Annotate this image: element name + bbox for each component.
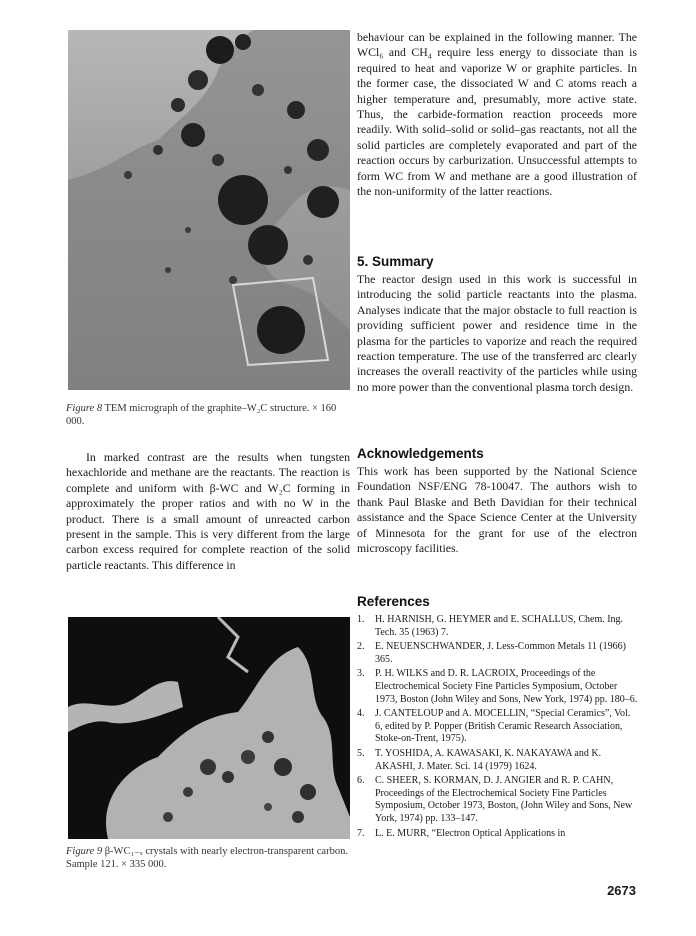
body-paragraph-left: In marked contrast are the results when tungsten hexachloride and methane are the reactants. The reaction is complete and uniform with β-WC and W₂C forming in approximately the proper ratios and with no W in the product. There is a small amount of unreacted carbon present in the sample. This is very different from the large carbon excess required for complete reaction of the solid particle reactants. This difference in [66,450,350,572]
figure-9-caption [66,845,350,871]
acknowledgements-heading: Acknowledgements [357,446,484,461]
references-list [357,614,639,842]
reference-item [357,668,639,706]
reference-text: E. NEUENSCHWANDER, J. Less-Common Metals 11 (1966) 365. [375,641,627,665]
acknowledgements-text: This work has been supported by the National Science Foundation NSF/ENG 78-10047. The authors wish to thank Paul Blaske and Beth Davidian for their technical assistance and the Space Science Center at the University of Minnesota for the grant for use of the electron microscopy facilities. [357,464,637,556]
reference-text: P. H. WILKS and D. R. LACROIX, Proceedings of the Electrochemical Society Fine Particles Symposium, October 1973, Boston (John Wiley and Sons, New York, 1974) pp. 180–6. [375,668,638,705]
figure-9-micrograph [68,617,350,839]
figure-8-micrograph [68,30,350,390]
right-column-top [357,30,637,199]
reference-number: 6. [357,775,365,787]
left-column [66,450,350,573]
acknowledgements-section [357,446,637,556]
reference-number: 7. [357,827,365,839]
reference-text: H. HARNISH, G. HEYMER and E. SCHALLUS, Chem. Ing. Tech. 35 (1963) 7. [375,614,624,638]
page-number: 2673 [607,883,636,898]
reference-number: 1. [357,614,365,625]
figure-9-caption-text: β-WC₁₋ₓ crystals with nearly electron-transparent carbon. Sample 121. × 335 000. [66,846,348,870]
reference-number: 5. [357,747,365,759]
reference-number: 2. [357,641,365,653]
reference-item [357,614,639,639]
figure-8-caption [66,402,350,428]
reference-item [357,775,639,825]
reference-text: C. SHEER, S. KORMAN, D. J. ANGIER and R. P. CAHN, Proceedings of the Electrochemical Society Fine Particles Symposium, October 1973, Boston, (John Wiley and Sons, New York, 1974) pp. 133–147. [375,775,633,824]
references-heading-wrap [357,594,637,609]
reference-item [357,748,639,773]
figure-8-image [68,30,350,390]
body-paragraph-right: behaviour can be explained in the following manner. The WCl₆ and CH₄ require less energy to dissociate than is required to heat and vaporize W or graphite particles. In the former case, the dissociated W and C atoms reach a higher temperature and, presumably, more active state. Thus, the carbide-formation reaction proceeds more readily. With solid–solid or solid–gas reactants, not all the solid particles are completely evaporated and part of the reaction occurs by carburization. Unsuccessful attempts to form WC from W and methane are a good illustration of the non-uniformity of the latter reactions. [357,30,637,199]
figure-9-label: Figure 9 [66,846,103,857]
reference-item [357,641,639,666]
reference-item [357,708,639,746]
references-heading: References [357,594,430,609]
summary-heading: 5. Summary [357,254,434,269]
reference-number: 3. [357,668,365,680]
summary-section [357,254,637,395]
reference-text: L. E. MURR, “Electron Optical Applications in [375,827,566,839]
figure-8-label: Figure 8 [66,403,103,414]
reference-number: 4. [357,708,365,720]
reference-item [357,828,639,841]
reference-text: T. YOSHIDA, A. KAWASAKI, K. NAKAYAWA and K. AKASHI, J. Mater. Sci. 14 (1979) 1624. [375,747,602,772]
figure-8-caption-text: TEM micrograph of the graphite–W₂C structure. × 160 000. [66,403,337,427]
summary-text: The reactor design used in this work is successful in introducing the solid particle reactants into the plasma. Analyses indicate that the major obstacle to full reaction is providing sufficient power and residence time in the plasma for the particles to vaporize and reach the required reaction temperature. The use of the transferred arc clearly increases the overall reactivity of the particles while using no more power than the conventional plasma torch design. [357,272,637,394]
reference-text: J. CANTELOUP and A. MOCELLIN, “Special Ceramics”, Vol. 6, edited by P. Popper (British Ceramic Research Association, Stoke-on-Trent, 1975). [375,708,631,745]
figure-9-image [68,617,350,839]
